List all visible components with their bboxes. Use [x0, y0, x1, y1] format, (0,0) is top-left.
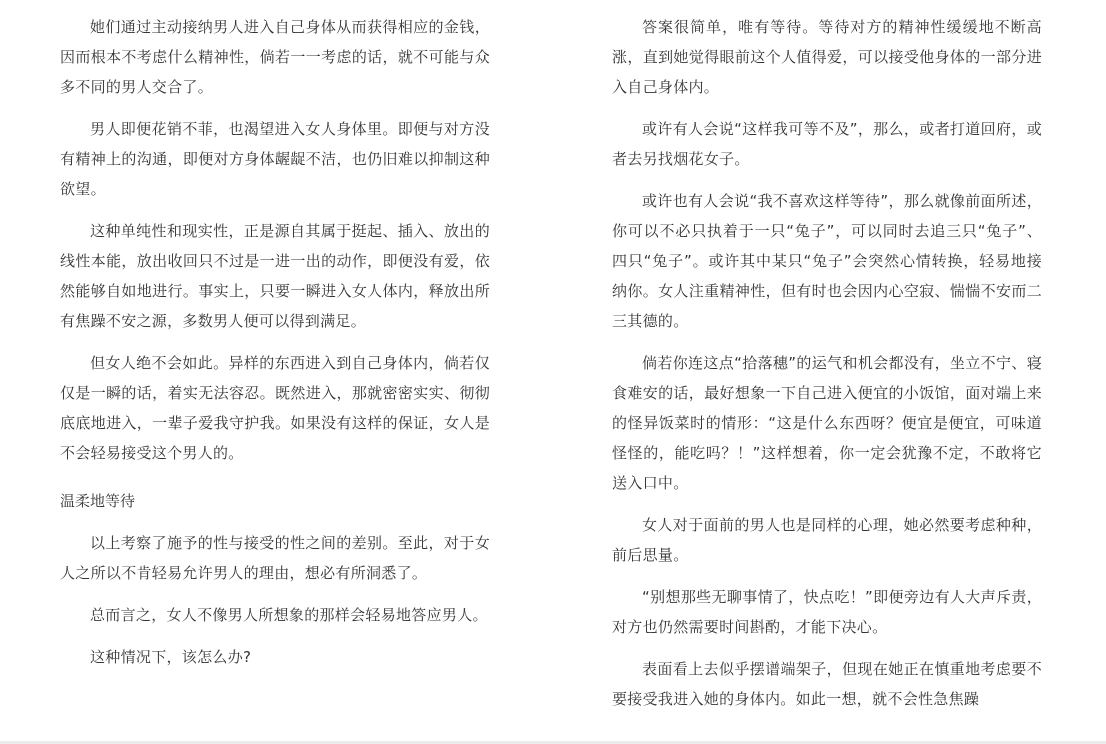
paragraph: 这种情况下，该怎么办? [90, 648, 252, 666]
paragraph: “别想那些无聊事情了，快点吃！”即便旁边有人大声斥责，对方也仍然需要时间斟酌，才能下决心。 [612, 588, 1042, 636]
paragraph: 表面看上去似乎摆谱端架子，但现在她正在慎重地考虑要不要接受我进入她的身体内。如此一想，就不会性急焦躁 [612, 660, 1042, 708]
left-column [60, 12, 490, 684]
paragraph: 这种单纯性和现实性，正是源自其属于挺起、插入、放出的线性本能，放出收回只不过是一进一出的动作，即便没有爱，依然能够自如地进行。事实上，只要一瞬进入女人体内，释放出所有焦躁不安之源，多数男人便可以得到满足。 [60, 222, 490, 330]
paragraph: 但女人绝不会如此。异样的东西进入到自己身体内，倘若仅仅是一瞬的话，着实无法容忍。既然进入，那就密密实实、彻彻底底地进入，一辈子爱我守护我。如果没有这样的保证，女人是不会轻易接受这个男人的。 [60, 354, 490, 462]
section-heading: 温柔地等待 [60, 492, 136, 510]
paragraph: 女人对于面前的男人也是同样的心理，她必然要考虑种种，前后思量。 [612, 516, 1042, 564]
paragraph: 总而言之，女人不像男人所想象的那样会轻易地答应男人。 [90, 606, 488, 624]
right-column [612, 12, 1042, 726]
paragraph: 或许也有人会说“我不喜欢这样等待”，那么就像前面所述，你可以不必只执着于一只“兔子”，可以同时去追三只“兔子”、四只“兔子”。或许其中某只“兔子”会突然心情转换，轻易地接纳你。女人注重精神性，但有时也会因内心空寂、惴惴不安而二三其德的。 [612, 192, 1042, 330]
paragraph: 她们通过主动接纳男人进入自己身体从而获得相应的金钱，因而根本不考虑什么精神性，倘若一一考虑的话，就不可能与众多不同的男人交合了。 [60, 18, 490, 96]
paragraph: 倘若你连这点“拾落穗”的运气和机会都没有，坐立不宁、寝食难安的话，最好想象一下自己进入便宜的小饭馆，面对端上来的怪异饭菜时的情形：“这是什么东西呀？便宜是便宜，可味道怪怪的，能吃吗？！”这样想着，你一定会犹豫不定，不敢将它送入口中。 [612, 354, 1042, 492]
paragraph: 或许有人会说“这样我可等不及”，那么，或者打道回府，或者去另找烟花女子。 [612, 120, 1042, 168]
paragraph: 以上考察了施予的性与接受的性之间的差别。至此，对于女人之所以不肯轻易允许男人的理由，想必有所洞悉了。 [60, 534, 490, 582]
paragraph: 答案很简单，唯有等待。等待对方的精神性缓缓地不断高涨，直到她觉得眼前这个人值得爱，可以接受他身体的一部分进入自己身体内。 [612, 18, 1042, 96]
paragraph: 男人即便花销不菲，也渴望进入女人身体里。即便与对方没有精神上的沟通，即便对方身体龌龊不洁，也仍旧难以抑制这种欲望。 [60, 120, 490, 198]
